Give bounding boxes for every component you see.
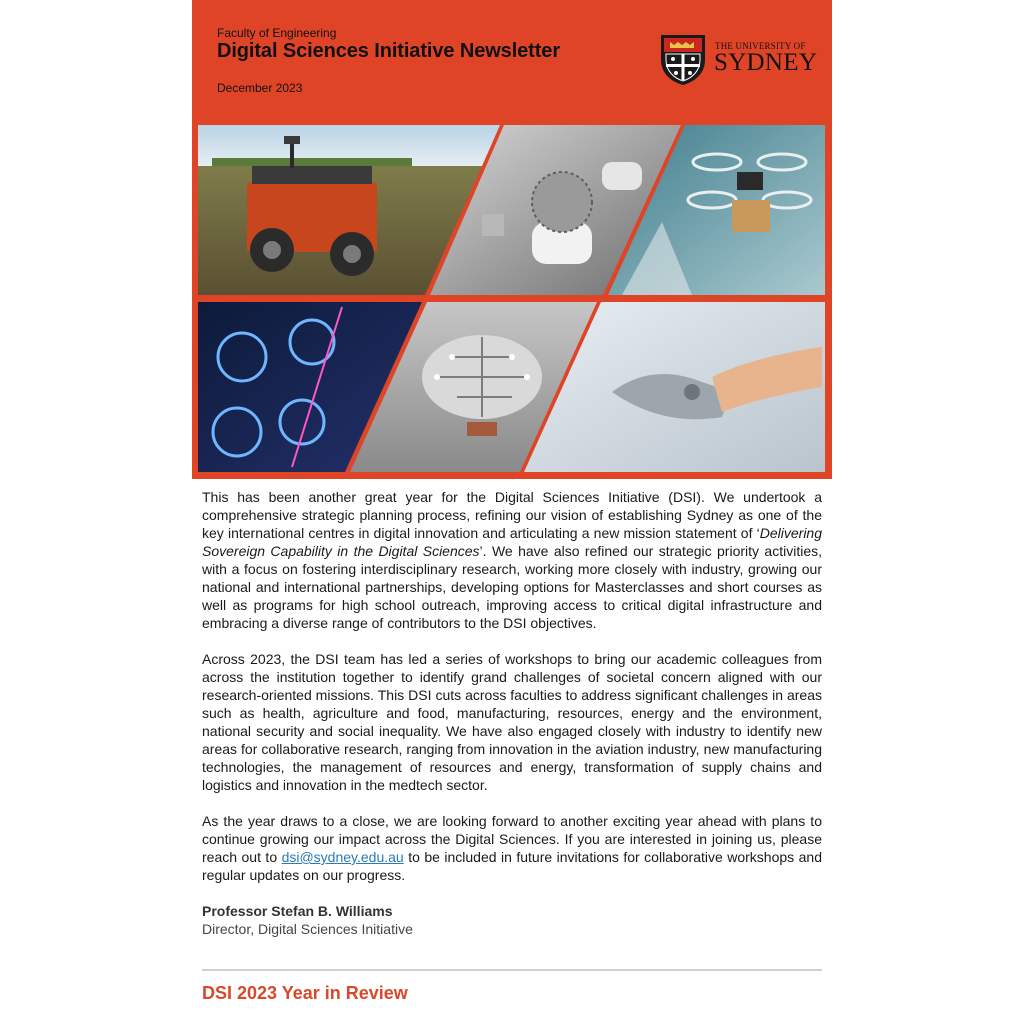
newsletter-title: Digital Sciences Initiative Newsletter	[217, 40, 560, 62]
section-title-year-review: DSI 2023 Year in Review	[202, 983, 408, 1003]
mission-statement: Delivering Sovereign Capability in the Digital Sciences	[202, 525, 822, 559]
logo-text-small: THE UNIVERSITY OF	[715, 41, 806, 51]
signature-role: Director, Digital Sciences Initiative	[202, 921, 413, 937]
paragraph-intro	[202, 488, 822, 632]
outlook-text-start: As the year draws to a close, we are looking forward to another exciting year ahead with plans to continue growing our impact across the Digital Sciences. If you are interested in joining us, please reach out to	[202, 813, 822, 865]
issue-date: December 2023	[217, 81, 303, 95]
outlook-text-end: to be included in future invitations for collaborative workshops and regular updates on our progress.	[202, 849, 822, 883]
university-logo[interactable]	[658, 32, 818, 86]
collage-svg	[192, 122, 832, 479]
paragraph-outlook	[202, 812, 822, 884]
intro-text-end: ’. We have also refined our strategic priority activities, with a focus on fostering interdisciplinary research, working more closely with industry, growing our national and international partnerships, developing options for Masterclasses and short courses as well as programs for high school outreach, improving access to critical digital infrastructure and embracing a diverse range of contributors to the DSI objectives.	[202, 543, 822, 631]
crest-icon	[658, 32, 708, 86]
hero-collage	[192, 122, 832, 479]
intro-text-start: This has been another great year for the Digital Sciences Initiative (DSI). We undertook a comprehensive strategic planning process, refining our vision of establishing Sydney as one of the key international centres in digital innovation and articulating a new mission statement of ‘	[202, 489, 822, 541]
newsletter-body	[202, 488, 822, 938]
newsletter-header	[192, 0, 832, 122]
dsi-email-link[interactable]: dsi@sydney.edu.au	[281, 849, 404, 865]
faculty-label: Faculty of Engineering	[217, 26, 337, 40]
logo-text-big: SYDNEY	[714, 49, 818, 76]
paragraph-workshops: Across 2023, the DSI team has led a series of workshops to bring our academic colleagues from across the institution together to identify grand challenges of societal concern aligned with our research-oriented missions. This DSI cuts across faculties to address significant challenges in areas such as health, agriculture and food, manufacturing, resources, energy and the environment, national security and social inequality. We have also engaged closely with industry to identify new areas for collaborative research, ranging from innovation in the aviation industry, new manufacturing technologies, the management of resources and energy, transformation of supply chains and logistics and innovation in the medtech sector.	[202, 651, 822, 793]
signature-name: Professor Stefan B. Williams	[202, 903, 393, 919]
section-divider	[202, 969, 822, 971]
